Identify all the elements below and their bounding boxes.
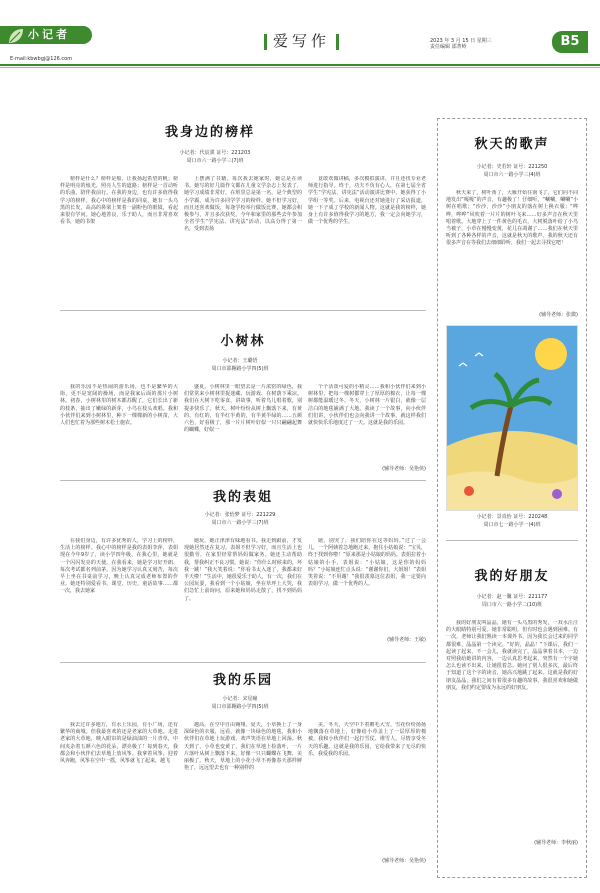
page-number: B5 [552,31,588,53]
sidebar-byline: 小记者：史若轩 证号：221250 [476,164,548,170]
article-school: 周口市邵翱路小学四(5)班 [211,704,269,710]
article-byline: 小记者：张怡梦 证号：221229 [204,512,276,518]
editor-credit: 责任编辑 邵菁岭 [430,44,467,50]
leaf-icon [6,26,26,46]
sidebar-school: 周口市六一路小学二(10)班 [481,602,543,608]
sidebar-body: 我的好朋友叫晶晶，她有一头乌黑的秀发，一双水汪汪的大眼睛特别可爱。她非常聪明，但有时也会遇到困难。有一次，老师让我们熟读一本课外书，因为我长会过来的同学都很难，晶晶第一个读完。“好的，晶晶！”下课后，我们一起读了起来，不一会儿，我就读完了。晶晶拿着书本，一边对照我给她讲的内容，一边认真思考起来，突然有一个字她怎么也读不出来，让她很着急。她问了别人很多次，最后终于知道了这个字的读音，她高兴地跳了起来。这就是我的好朋友晶晶，我们之间有着很多有趣的故事，我很喜欢和她做朋友，我们约定要成为永远的好朋友。 [446,620,578,691]
issue-date: 2023 年 3 月 15 日 星期三 [430,38,492,44]
article-column: 盛夏，小树林里一眼望去是一片浓密的绿色，我们常常来小树林里捉迷藏、玩游戏、在树荫下乘凉。我们在大树下吃零食，讲故事，听着鸟儿唱着歌，别提多快乐了。秋天，树叶纷纷从树上飘落下来，有黄的、有红的，有半红半黄的，有半黄半绿的……五颜六色，好看极了，那一片片树叶好似一只只翩翩起舞的蝴蝶，好似一 [184,384,302,434]
article-school: 周口市六一路小学三(7)班 [211,520,269,526]
sidebar-byline: 小记者：赵一馨 证号：221177 [476,594,548,600]
article-column: 越高，在空中自由翱翔。夏天，小草换上了一身深绿色的衣服，远看，就像一块绿色的地毯，我和小伙伴们在草地上玩游戏，欢声笑语在草地上回荡。秋天到了，小草也变黄了，我们在草地上捡落叶，一片片落叶从树上飘落下来，好像一只只蝴蝶在飞舞，美丽极了。秋天，草地上的小花小草不再像春天那样鲜艳了，远远望去也有一种别样的 [184,722,302,772]
sidebar-teacher: (辅导老师：李秋丽) [534,840,578,846]
sidebar-divider [446,540,578,541]
sidebar-body: 秋天来了，树叶黄了，大雁开始往南飞了，它们向不同地发出“嘎嘎”的声音，有趣极了！仔细听，“唰唰，唰唰”小树在唱歌；“沙沙，沙沙”小朋友的落在树上换衣服；“哗哗，哗哗”风吹着一片片的树叶飞来……好多声音在秋天里唱着歌。大地穿上了一件黄色的毛衣，大树脱落叶给了小鸟当被子，小草在慢慢变黄，花儿在凋谢了……我们在秋天里听到了各种各样的声音，这就是秋天的歌声。我的秋天还有很多声音在等我们去细细聆听，我们一起去寻找它吧！ [446,190,578,247]
drawing-school: 周口市七一路小学一(4)班 [483,522,541,528]
drawing-byline: 小记者：景真怡 证号：220248 [476,514,548,520]
article-column: 上摆满了书籍，每次我去她家时，她总是在读书。她写的好几篇作文都在儿童文学杂志上发表了，她学习成绩非常好，在班里总是第一名，是个典型的小学霸，成为许多同学学习的榜样。她不但学习好，而且还喜欢做饭，每逢学校举行做饭比赛，她都会积极参与，并且多次获奖。今年和家里的那些去年参加全省学生“学宪法、讲宪法”活动，以高分得了第一名，受到表扬 [184,176,302,233]
article-divider [60,480,426,481]
article-school: 周口市邵翱路小学四(5)班 [211,366,269,372]
beach-drawing [447,326,578,511]
article-column: 榜样是什么？榜样是船，让我扬起希望的帆；榜样是明亮的烛光，照亮人生的道路；榜样是一首动听的乐曲，陪伴我前行。在我的身边，也有许多值得我学习的榜样。我心中的榜样是我的同桌，她有一头乌黑的长发，高高的鼻梁上架着一副粉色的眼镜，看起来很有学问。她心地善良，乐于助人，而且非常喜欢看书，她的书架 [60,176,178,226]
article-byline: 小记者：宋星瞳 [222,696,258,702]
email-address: E-mail:kbwbgj@126.com [10,56,73,62]
child-drawing [446,325,578,511]
sidebar-school: 周口市六一路小学三(4)班 [483,172,541,178]
article-column: 她玩，她正津津有味地看书。我走到跟前，才发现她居然还在复习。表姐不但学习好，而且生活上也很勤劳，在家里经常帮妈妈做家务。她还主动帮助我，帮我纠正不良习惯。她说：“你什么时候来的，坏我一跳！”我大笑着说：“你看书太入迷了，我都来好半天啦！”生活中，她很爱乐于助人，有一次，我们在公园玩耍，我看到一个小姑娘，坐在草坪上大哭，我们急忙上前询问，原来她和妈妈走散了，找不到妈妈了。 [184,538,302,602]
article-column: 我的乐园不是热闹的游乐场，也不是繁华的大街，更不是宽阔的操场，而是我家后面的那片小树林。初春，小树林里的树木都苏醒了，它们长出了新的枝条，抽出了嫩绿的新芽，小鸟在枝头欢唱。我和小伙伴们来到小树林里，种下一棵棵新的小树苗，大人们也忙着为那些树木松土施农。 [60,384,178,427]
article-school: 周口市六一路小学三(7)班 [186,158,244,164]
article-column: 在我们身边，有许多优秀的人，学习上的榜样，生活上的榜样。我心中的榜样是我的表姐李萍，表姐现在今年9岁了，读小学四年级，在我心里，她就是一个闪闪发亮的天使。在我看来，她是学习好开朗、每次考试都名列前茅。因为她学习认真又刻苦，每次早上坐在书桌前学习，晚上认真完成老师布置的作业。她还特别爱看书，课堂、历史、童话故事……都一次，我去她家 [60,538,178,595]
date-block [430,38,492,50]
article-byline: 小记者：代宸骐 证号：221203 [179,150,251,156]
article-divider [60,662,426,663]
article-column: 竟敢欢做讲稿，多次模拟演讲，并且还找专业老师进行指导。终于，功夫不负有心人，在第七届全省学生“学宪法、讲宪法”活动演讲比赛中，她获得了小学组一等奖。后来，电视台还对她进行了采访报道，她一下子成了学校的新闻人物。这就是我的榜样，她身上有许多值得我学习的地方，我一定会向她学习，做一个优秀的学生。 [308,176,426,226]
column-name: 小记者 [28,28,70,41]
header-rule-thin [0,67,600,68]
sidebar-teacher: (辅导老师：张微) [539,312,578,318]
article-teacher: (辅导老师：吴艳侠) [382,466,426,472]
article-title: 我身边的榜样 [164,125,255,140]
article-column: 她，别哭了，我们陪你在这等妈妈。”过了一会儿，一个阿姨着急地跑过来，抱住小姑娘说：“宝贝，终于找到你啦！”原来那是小姑娘的妈妈。表姐拉着小姑娘的小手，表姐说：“小姑娘，这是你的妈妈吗？”小姑娘连忙点头说：“谢谢你们，大姐姐！”表姐笑着说：“不用谢！”我很羡慕这位表姐，我一定要向表姐学习，做一个优秀的人。 [308,538,426,588]
header-rule [0,64,600,66]
article-byline: 小记者：王璐悟 [222,358,258,364]
sidebar-title: 秋天的歌声 [474,137,550,152]
article-title: 小树林 [220,334,266,349]
article-column: 美。冬天，天空中下着鹅毛大雪，雪花纷纷扬扬地飘落在草地上，好像给小草盖上了一层厚厚的棉被，我和小伙伴们一起打雪仗、堆雪人，尽情享受冬天的乐趣。这就是我的乐园，它给我带来了无尽的快乐，我爱我的乐园。 [308,722,426,757]
sidebar-title: 我的好朋友 [474,569,550,584]
article-divider [60,310,426,311]
article-teacher: (辅导老师：吴艳侠) [382,858,426,864]
article-title: 我的表姐 [212,490,273,505]
article-column: 个个活泼可爱的小精灵……我和小伙伴们来到小树林里，把每一棵树都穿上了厚厚的棉衣，让每一棵树都能温暖过冬。冬天，小树林一片银白，就像一层洁白的地毯铺满了大地。我读了一个故事，向小伙伴们们讲，小伙伴们也会向我讲一个故事，就这样我们就快快乐乐地度过了一天。这就是我的乐园。 [308,384,426,427]
article-column: 我去过许多地方，有水上乐园，有小广场，还有繁华的商城。但我最喜欢的还是老家的大草地。走进老家的大草地，映入眼帘的是绿油油的一片青草，中间夹杂着五颜六色的花朵，漂亮极了！每到春天，我都会和小伙伴们去草地上放风筝。我拿着风筝，迎着风奔跑，风筝在空中一摇，风筝就飞了起来，越飞 [60,722,178,765]
article-title: 我的乐园 [212,673,273,688]
section-title [258,30,345,52]
section-label: 爱写作 [273,32,331,50]
article-teacher: (辅导老师：王敏) [387,637,426,643]
